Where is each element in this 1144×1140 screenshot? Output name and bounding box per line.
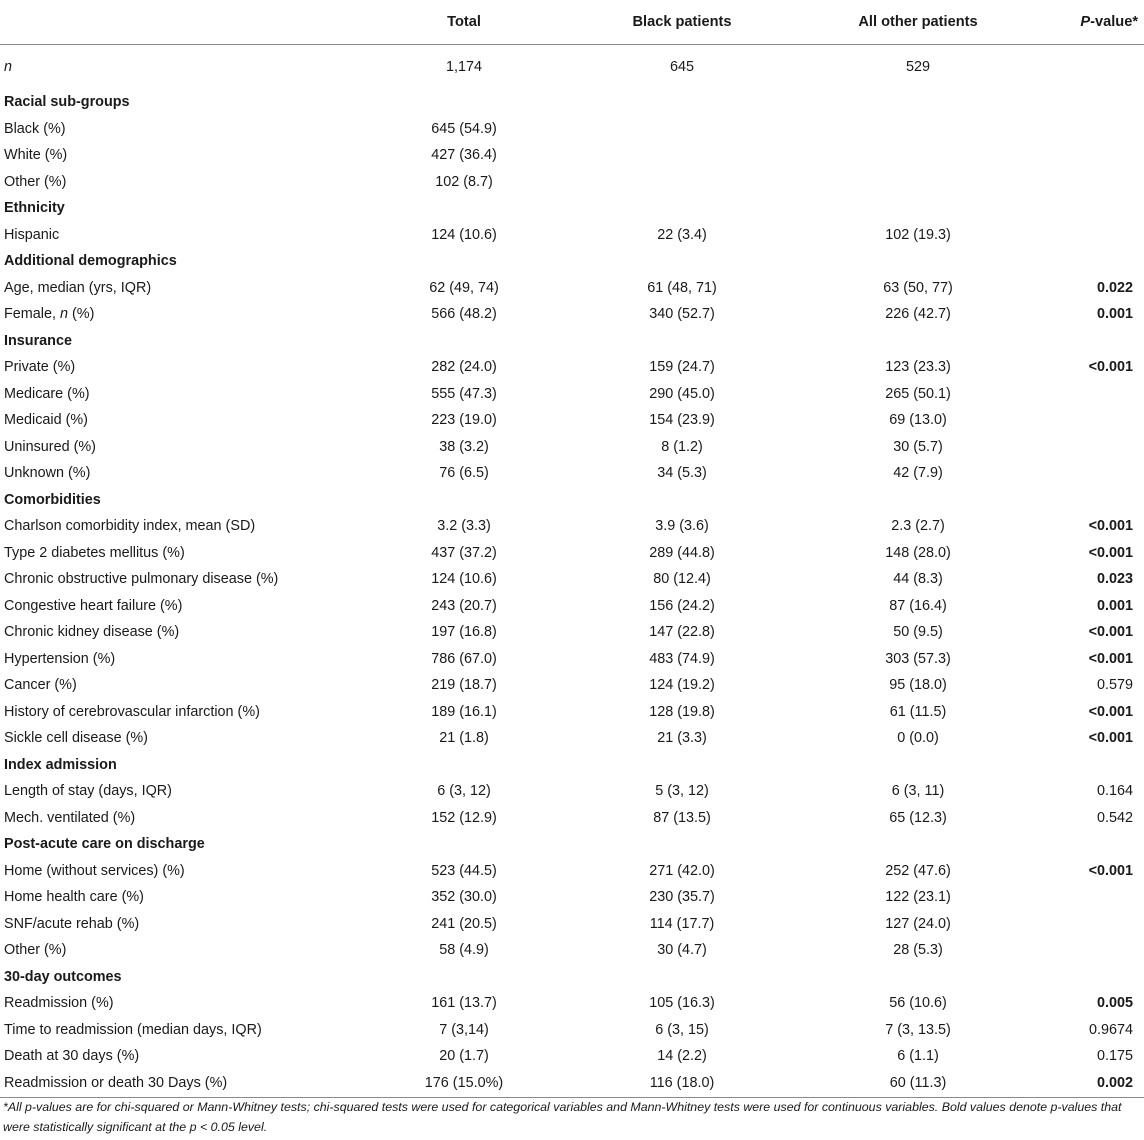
row-label: History of cerebrovascular infarction (%) <box>4 703 260 720</box>
cell-total: 786 (67.0) <box>431 650 497 667</box>
section-empty-cell <box>544 195 820 222</box>
table-row <box>0 169 1144 196</box>
section-label: Additional demographics <box>4 253 177 270</box>
footnote-text-pre: *All p-values are for chi-squared or Mann-Whitney tests; chi-squared tests were used for categorical variables and Mann-Whitney tests were used for continuous variables. Bold values denote p-values that were statistically significant at the p <box>3 1100 1122 1134</box>
header-black-patients: Black patients <box>544 0 820 45</box>
table-row <box>0 540 1144 567</box>
section-empty-cell <box>544 328 820 355</box>
table-row <box>0 619 1144 646</box>
cell-other: 44 (8.3) <box>893 571 943 588</box>
cell-p-value: <0.001 <box>1088 730 1133 747</box>
n-p <box>1016 45 1144 90</box>
cell-p-value: 0.005 <box>1096 995 1133 1012</box>
cell-black: 105 (16.3) <box>649 995 715 1012</box>
cell-p-value <box>1016 169 1144 196</box>
row-label: Time to readmission (median days, IQR) <box>4 1021 262 1038</box>
header-total: Total <box>384 0 544 45</box>
cell-total: 20 (1.7) <box>439 1048 489 1065</box>
table-row <box>0 566 1144 593</box>
section-row <box>0 831 1144 858</box>
cell-p-value: 0.579 <box>1096 677 1133 694</box>
cell-p-value: 0.023 <box>1096 571 1133 588</box>
cell-black: 116 (18.0) <box>544 1070 820 1098</box>
section-empty-cell <box>384 328 544 355</box>
row-label-italic: n <box>59 306 68 323</box>
cell-p-value <box>1016 407 1144 434</box>
row-label: Death at 30 days (%) <box>4 1048 140 1065</box>
row-label: Charlson comorbidity index, mean (SD) <box>4 518 256 535</box>
cell-total: 124 (10.6) <box>431 226 497 243</box>
cell-other: 69 (13.0) <box>889 412 947 429</box>
cell-other: 6 (1.1) <box>897 1048 939 1065</box>
cell-p-value <box>1016 911 1144 938</box>
cell-p-value <box>1016 116 1144 143</box>
row-label: Sickle cell disease (%) <box>4 730 148 747</box>
cell-p-value <box>1016 142 1144 169</box>
table-row <box>0 725 1144 752</box>
cell-other: 87 (16.4) <box>889 597 947 614</box>
cell-p-value: 0.542 <box>1096 809 1133 826</box>
cell-p-value <box>1016 937 1144 964</box>
section-empty-cell <box>820 328 1016 355</box>
row-label: Home health care (%) <box>4 889 144 906</box>
cell-black: 30 (4.7) <box>657 942 707 959</box>
header-p-rest: -value* <box>1090 14 1138 30</box>
row-label: Other (%) <box>4 942 67 959</box>
section-empty-cell <box>544 964 820 991</box>
row-label: Unknown (%) <box>4 465 91 482</box>
cell-other: 122 (23.1) <box>885 889 951 906</box>
row-label-pre: Female, <box>4 306 60 323</box>
cell-total: 124 (10.6) <box>431 571 497 588</box>
cell-other: 63 (50, 77) <box>883 279 953 296</box>
cell-p-value: 0.022 <box>1096 279 1133 296</box>
section-empty-cell <box>384 248 544 275</box>
section-row <box>0 195 1144 222</box>
table-row <box>0 911 1144 938</box>
cell-other: 6 (3, 11) <box>891 783 945 800</box>
section-label: 30-day outcomes <box>4 968 122 985</box>
cell-black: 21 (3.3) <box>657 730 707 747</box>
row-label: Black (%) <box>4 120 66 137</box>
cell-other <box>820 169 1016 196</box>
cell-p-value: <0.001 <box>1088 862 1133 879</box>
row-label <box>0 301 384 328</box>
row-label: Uninsured (%) <box>4 438 96 455</box>
section-empty-cell <box>820 248 1016 275</box>
cell-total: 352 (30.0) <box>431 889 497 906</box>
cell-black: 22 (3.4) <box>657 226 707 243</box>
cell-other: 95 (18.0) <box>889 677 947 694</box>
cell-black: 340 (52.7) <box>649 306 715 323</box>
cell-other: 2.3 (2.7) <box>891 518 945 535</box>
section-empty-cell <box>1016 752 1144 779</box>
cell-total: 282 (24.0) <box>431 359 497 376</box>
table-row <box>0 513 1144 540</box>
table-row <box>0 222 1144 249</box>
n-other: 529 <box>905 59 930 75</box>
cell-total: 3.2 (3.3) <box>437 518 491 535</box>
row-label: Hispanic <box>4 226 60 243</box>
table-row <box>0 116 1144 143</box>
row-label: Congestive heart failure (%) <box>4 597 183 614</box>
table-row <box>0 937 1144 964</box>
cell-other: 102 (19.3) <box>885 226 951 243</box>
table-row <box>0 646 1144 673</box>
cell-black: 61 (48, 71) <box>647 279 717 296</box>
table-row <box>0 354 1144 381</box>
section-empty-cell <box>1016 248 1144 275</box>
cell-total: 7 (3,14) <box>439 1021 489 1038</box>
cell-other: 123 (23.3) <box>885 359 951 376</box>
cell-black: 14 (2.2) <box>657 1048 707 1065</box>
section-empty-cell <box>544 831 820 858</box>
cell-other <box>820 142 1016 169</box>
cell-other: 61 (11.5) <box>889 703 947 720</box>
section-label: Comorbidities <box>4 491 101 508</box>
cell-total: 38 (3.2) <box>439 438 489 455</box>
cell-total: 189 (16.1) <box>431 703 497 720</box>
cell-black: 80 (12.4) <box>653 571 711 588</box>
n-row <box>0 45 1144 90</box>
n-label-italic: n <box>4 59 13 75</box>
header-all-other-patients: All other patients <box>820 0 1016 45</box>
cell-black: 271 (42.0) <box>649 862 715 879</box>
cell-p-value <box>1016 222 1144 249</box>
table-row <box>0 381 1144 408</box>
row-label: Length of stay (days, IQR) <box>4 783 172 800</box>
row-label: Medicare (%) <box>4 385 90 402</box>
cell-black: 156 (24.2) <box>649 597 715 614</box>
table-row <box>0 884 1144 911</box>
section-empty-cell <box>384 964 544 991</box>
cell-p-value: <0.001 <box>1088 650 1133 667</box>
section-empty-cell <box>1016 195 1144 222</box>
table-row <box>0 275 1144 302</box>
cell-black: 483 (74.9) <box>649 650 715 667</box>
cell-p-value: <0.001 <box>1088 703 1133 720</box>
row-label: Hypertension (%) <box>4 650 116 667</box>
cell-p-value <box>1016 381 1144 408</box>
table-row <box>0 301 1144 328</box>
cell-black <box>544 169 820 196</box>
section-empty-cell <box>544 248 820 275</box>
cell-other <box>820 116 1016 143</box>
cell-total: 161 (13.7) <box>431 995 497 1012</box>
cell-black: 124 (19.2) <box>649 677 715 694</box>
cell-other: 265 (50.1) <box>885 385 951 402</box>
row-label: Home (without services) (%) <box>4 862 185 879</box>
cell-total: 62 (49, 74) <box>429 279 499 296</box>
cell-black <box>544 116 820 143</box>
cell-total: 76 (6.5) <box>439 465 489 482</box>
section-empty-cell <box>1016 831 1144 858</box>
row-label: Mech. ventilated (%) <box>4 809 136 826</box>
cell-p-value: 0.9674 <box>1088 1021 1133 1038</box>
section-empty-cell <box>384 831 544 858</box>
row-label: Medicaid (%) <box>4 412 88 429</box>
cell-black: 147 (22.8) <box>649 624 715 641</box>
header-blank <box>0 0 384 45</box>
row-label-post: (%) <box>68 306 95 323</box>
section-row <box>0 328 1144 355</box>
section-empty-cell <box>1016 328 1144 355</box>
section-label: Index admission <box>4 756 117 773</box>
cell-p-value <box>1016 460 1144 487</box>
cell-total: 21 (1.8) <box>439 730 489 747</box>
cell-other: 127 (24.0) <box>885 915 951 932</box>
cell-p-value: <0.001 <box>1088 624 1133 641</box>
table-row <box>0 1070 1144 1098</box>
section-row <box>0 248 1144 275</box>
cell-other: 303 (57.3) <box>885 650 951 667</box>
table-row <box>0 1043 1144 1070</box>
cell-black <box>544 142 820 169</box>
row-label: Readmission (%) <box>4 995 114 1012</box>
cell-other: 60 (11.3) <box>820 1070 1016 1098</box>
cell-total: 219 (18.7) <box>431 677 497 694</box>
table-row <box>0 672 1144 699</box>
cell-other: 65 (12.3) <box>889 809 947 826</box>
cell-other: 28 (5.3) <box>893 942 943 959</box>
row-label: Cancer (%) <box>4 677 77 694</box>
section-label: Racial sub-groups <box>4 94 130 111</box>
section-empty-cell <box>820 964 1016 991</box>
cell-p-value: <0.001 <box>1088 359 1133 376</box>
row-label: Private (%) <box>4 359 76 376</box>
section-empty-cell <box>384 89 544 116</box>
table-row <box>0 1017 1144 1044</box>
cell-other: 50 (9.5) <box>893 624 943 641</box>
cell-p-value: <0.001 <box>1088 544 1133 561</box>
table-row <box>0 990 1144 1017</box>
section-empty-cell <box>820 831 1016 858</box>
table-row <box>0 460 1144 487</box>
cell-black: 34 (5.3) <box>657 465 707 482</box>
cell-p-value: 0.175 <box>1096 1048 1133 1065</box>
table-row <box>0 699 1144 726</box>
header-row <box>0 0 1144 45</box>
section-empty-cell <box>820 752 1016 779</box>
row-label: Other (%) <box>4 173 67 190</box>
cell-total: 58 (4.9) <box>439 942 489 959</box>
cell-black: 6 (3, 15) <box>655 1021 709 1038</box>
footnote-lt: < <box>199 1120 208 1134</box>
cell-total: 152 (12.9) <box>431 809 497 826</box>
section-empty-cell <box>544 89 820 116</box>
section-empty-cell <box>1016 89 1144 116</box>
cell-other: 7 (3, 13.5) <box>885 1021 951 1038</box>
cell-total: 437 (37.2) <box>431 544 497 561</box>
cell-black: 290 (45.0) <box>649 385 715 402</box>
cell-total: 176 (15.0%) <box>384 1070 544 1098</box>
cell-black: 114 (17.7) <box>649 915 715 932</box>
cell-total: 555 (47.3) <box>431 385 497 402</box>
cell-p-value: 0.001 <box>1096 597 1133 614</box>
cell-p-value: 0.001 <box>1096 306 1133 323</box>
cell-other: 56 (10.6) <box>889 995 947 1012</box>
row-label: SNF/acute rehab (%) <box>4 915 140 932</box>
n-label <box>0 45 384 90</box>
section-empty-cell <box>1016 964 1144 991</box>
cell-p-value <box>1016 884 1144 911</box>
table-row <box>0 142 1144 169</box>
table-header <box>0 0 1144 45</box>
cell-other: 148 (28.0) <box>885 544 951 561</box>
header-p-italic: P <box>1080 14 1091 30</box>
section-empty-cell <box>384 752 544 779</box>
cell-total: 197 (16.8) <box>431 624 497 641</box>
header-p-value <box>1016 0 1144 45</box>
cell-total: 241 (20.5) <box>431 915 497 932</box>
cell-black: 289 (44.8) <box>649 544 715 561</box>
footnote-text-post: 0.05 level. <box>207 1120 268 1134</box>
table-row <box>0 407 1144 434</box>
section-row <box>0 487 1144 514</box>
section-empty-cell <box>384 195 544 222</box>
cell-other: 226 (42.7) <box>885 306 951 323</box>
cell-total: 645 (54.9) <box>431 120 497 137</box>
section-empty-cell <box>544 487 820 514</box>
cell-black: 8 (1.2) <box>661 438 703 455</box>
cell-total: 566 (48.2) <box>431 306 497 323</box>
table-row <box>0 778 1144 805</box>
section-row <box>0 964 1144 991</box>
table-row <box>0 593 1144 620</box>
cell-total: 102 (8.7) <box>435 173 493 190</box>
section-empty-cell <box>1016 487 1144 514</box>
table-row <box>0 858 1144 885</box>
row-label: Chronic obstructive pulmonary disease (%) <box>4 571 279 588</box>
row-label: Readmission or death 30 Days (%) <box>0 1070 384 1098</box>
section-row <box>0 89 1144 116</box>
table-row <box>0 805 1144 832</box>
row-label: Chronic kidney disease (%) <box>4 624 180 641</box>
table-row <box>0 434 1144 461</box>
n-total: 1,174 <box>445 59 482 75</box>
cell-other: 42 (7.9) <box>893 465 943 482</box>
cell-black: 5 (3, 12) <box>655 783 709 800</box>
row-label: White (%) <box>4 147 68 164</box>
table-body <box>0 45 1144 1098</box>
section-empty-cell <box>820 195 1016 222</box>
section-empty-cell <box>820 89 1016 116</box>
cell-p-value: 0.164 <box>1096 783 1133 800</box>
section-row <box>0 752 1144 779</box>
cell-total: 523 (44.5) <box>431 862 497 879</box>
section-label: Ethnicity <box>4 200 65 217</box>
n-black: 645 <box>669 59 694 75</box>
cell-black: 230 (35.7) <box>649 889 715 906</box>
section-empty-cell <box>384 487 544 514</box>
cell-p-value <box>1016 434 1144 461</box>
cell-p-value: <0.001 <box>1088 518 1133 535</box>
cell-black: 87 (13.5) <box>653 809 711 826</box>
section-label: Post-acute care on discharge <box>4 836 205 853</box>
cell-total: 6 (3, 12) <box>437 783 491 800</box>
cell-p-value: 0.002 <box>1016 1070 1144 1098</box>
cell-total: 223 (19.0) <box>431 412 497 429</box>
cell-other: 252 (47.6) <box>885 862 951 879</box>
section-empty-cell <box>820 487 1016 514</box>
section-label: Insurance <box>4 332 72 349</box>
cell-other: 30 (5.7) <box>893 438 943 455</box>
row-label: Age, median (yrs, IQR) <box>4 279 152 296</box>
cell-total: 243 (20.7) <box>431 597 497 614</box>
table-footnote <box>3 1097 1141 1137</box>
cell-black: 128 (19.8) <box>649 703 715 720</box>
section-empty-cell <box>544 752 820 779</box>
cell-black: 154 (23.9) <box>649 412 715 429</box>
cell-black: 159 (24.7) <box>649 359 715 376</box>
cell-black: 3.9 (3.6) <box>655 518 709 535</box>
cell-total: 427 (36.4) <box>431 147 497 164</box>
row-label: Type 2 diabetes mellitus (%) <box>4 544 185 561</box>
cell-other: 0 (0.0) <box>897 730 939 747</box>
